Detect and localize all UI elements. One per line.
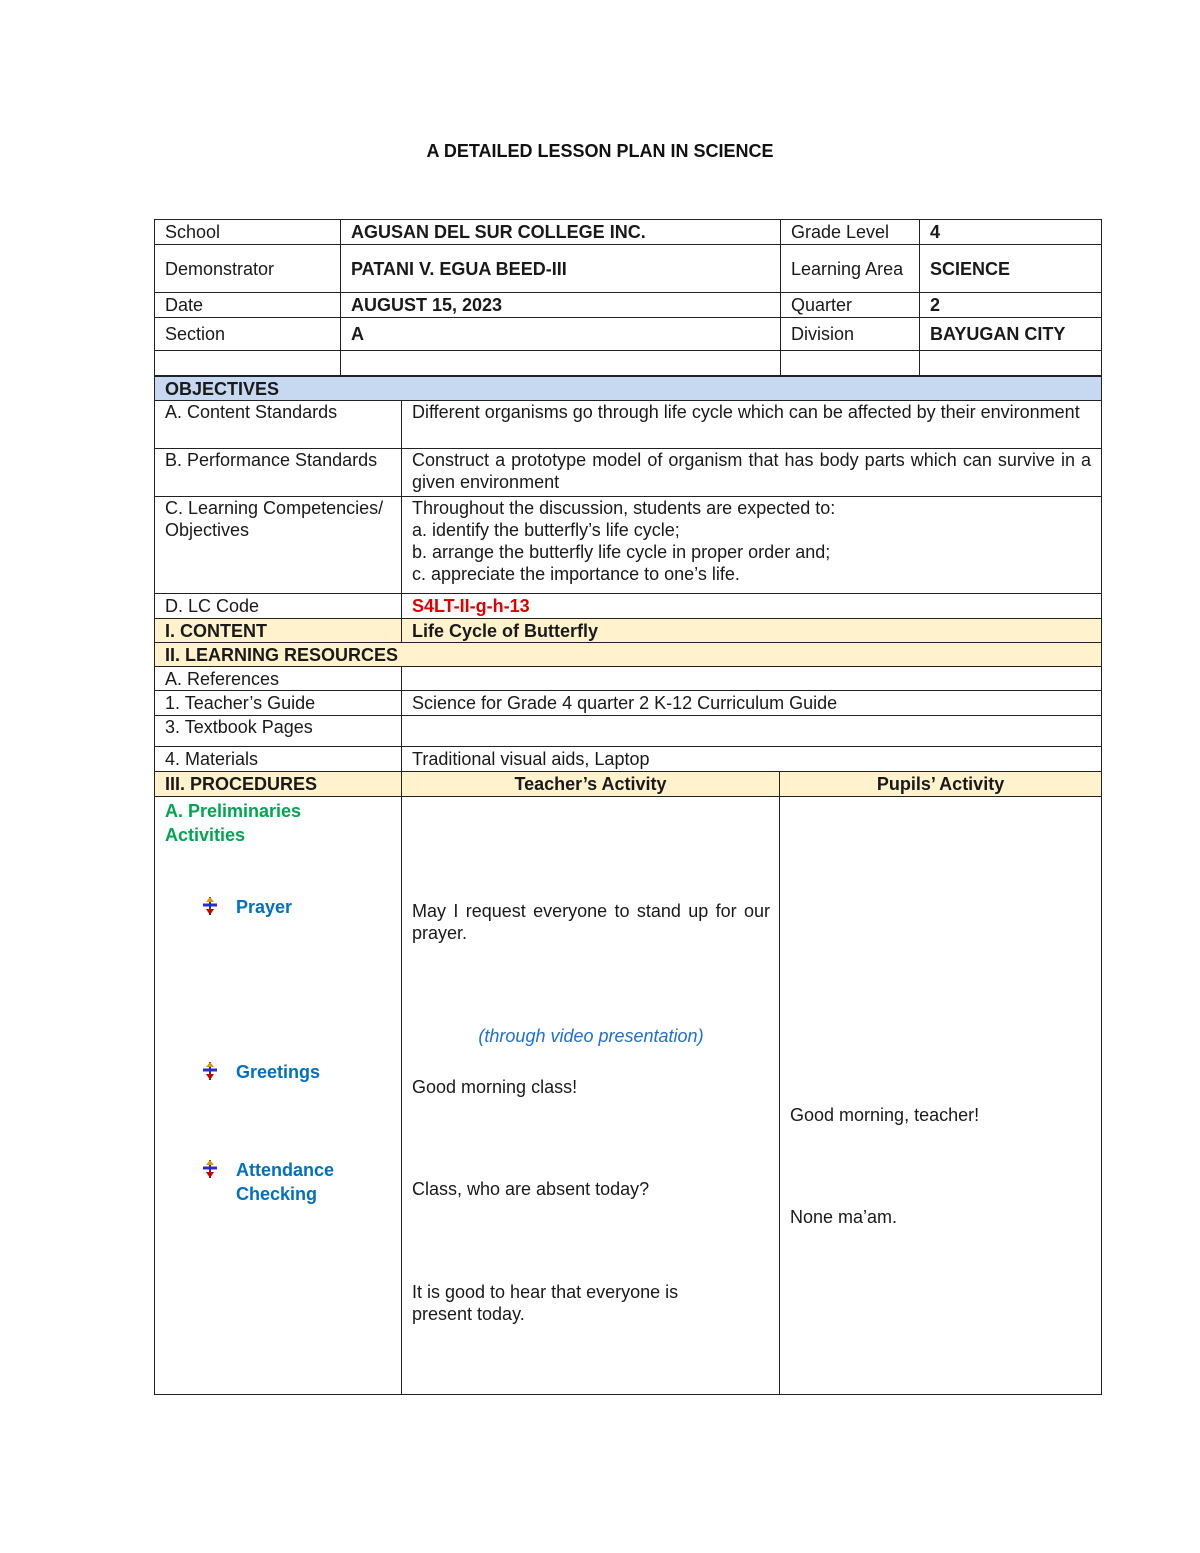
empty-cell	[155, 351, 341, 376]
section-value: A	[341, 318, 781, 351]
demonstrator-value: PATANI V. EGUA BEED-III	[341, 245, 781, 293]
arrow-bullet-icon	[200, 1159, 220, 1179]
info-table	[154, 219, 1102, 376]
references-value	[402, 667, 1102, 691]
pupils-activity-cell	[780, 797, 1102, 1395]
document-title: A DETAILED LESSON PLAN IN SCIENCE	[426, 141, 774, 161]
empty-cell	[341, 351, 781, 376]
arrow-bullet-icon	[200, 1061, 220, 1081]
content-standards-value: Different organisms go through life cycle which can be affected by their environment	[402, 401, 1102, 449]
pupil-absent-answer: None ma’am.	[790, 1207, 898, 1227]
grade-level-value: 4	[920, 220, 1102, 245]
date-label: Date	[155, 293, 341, 318]
division-value: BAYUGAN CITY	[920, 318, 1102, 351]
content-label: I. CONTENT	[155, 619, 402, 643]
competency-c: c. appreciate the importance to one’s life.	[412, 564, 740, 584]
attendance-item	[200, 1158, 366, 1206]
competency-a: a. identify the butterfly’s life cycle;	[412, 520, 680, 540]
empty-cell	[781, 351, 920, 376]
performance-standards-value: Construct a prototype model of organism that has body parts which can survive in a given environment	[402, 449, 1102, 497]
teachers-guide-value: Science for Grade 4 quarter 2 K-12 Curriculum Guide	[402, 691, 1102, 716]
teacher-present-text: It is good to hear that everyone is present today.	[412, 1282, 679, 1324]
grade-level-label: Grade Level	[781, 220, 920, 245]
references-label: A. References	[155, 667, 402, 691]
division-label: Division	[781, 318, 920, 351]
greetings-label: Greetings	[236, 1062, 321, 1082]
arrow-bullet-icon	[200, 896, 220, 916]
pupil-greeting-text: Good morning, teacher!	[790, 1105, 980, 1125]
procedures-header: III. PROCEDURES	[155, 772, 402, 797]
empty-cell	[920, 351, 1102, 376]
content-standards-label: A. Content Standards	[155, 401, 402, 449]
preliminaries-title: A. Preliminaries Activities	[165, 801, 302, 845]
competency-b: b. arrange the butterfly life cycle in proper order and;	[412, 542, 831, 562]
school-label: School	[155, 220, 341, 245]
learning-area-value: SCIENCE	[920, 245, 1102, 293]
textbook-pages-value	[402, 716, 1102, 747]
date-value: AUGUST 15, 2023	[341, 293, 781, 318]
teachers-guide-label: 1. Teacher’s Guide	[155, 691, 402, 716]
pupils-activity-header: Pupils’ Activity	[780, 772, 1102, 797]
prayer-item	[200, 895, 292, 919]
lc-code-value: S4LT-II-g-h-13	[402, 594, 1102, 619]
teacher-video-note: (through video presentation)	[478, 1026, 704, 1046]
competencies-label: C. Learning Competencies/ Objectives	[155, 497, 402, 594]
quarter-value: 2	[920, 293, 1102, 318]
competencies-value	[402, 497, 1102, 594]
attendance-label: Attendance Checking	[236, 1160, 335, 1204]
materials-label: 4. Materials	[155, 747, 402, 772]
teacher-activity-header: Teacher’s Activity	[402, 772, 780, 797]
prayer-label: Prayer	[236, 897, 293, 917]
learning-area-label: Learning Area	[781, 245, 920, 293]
lesson-table	[154, 376, 1102, 1395]
quarter-label: Quarter	[781, 293, 920, 318]
competencies-intro: Throughout the discussion, students are expected to:	[412, 498, 836, 518]
preliminaries-cell	[155, 797, 402, 1395]
content-value: Life Cycle of Butterfly	[402, 619, 1102, 643]
school-value: AGUSAN DEL SUR COLLEGE INC.	[341, 220, 781, 245]
learning-resources-header: II. LEARNING RESOURCES	[155, 643, 1102, 667]
demonstrator-label: Demonstrator	[155, 245, 341, 293]
performance-standards-label: B. Performance Standards	[155, 449, 402, 497]
greetings-item	[200, 1060, 320, 1084]
teacher-absent-question: Class, who are absent today?	[412, 1179, 650, 1199]
teacher-greeting-text: Good morning class!	[412, 1077, 578, 1097]
materials-value: Traditional visual aids, Laptop	[402, 747, 1102, 772]
teacher-activity-cell	[402, 797, 780, 1395]
objectives-header: OBJECTIVES	[155, 377, 1102, 401]
textbook-pages-label: 3. Textbook Pages	[155, 716, 402, 747]
teacher-prayer-text: May I request everyone to stand up for our prayer.	[412, 901, 770, 943]
lc-code-label: D. LC Code	[155, 594, 402, 619]
section-label: Section	[155, 318, 341, 351]
